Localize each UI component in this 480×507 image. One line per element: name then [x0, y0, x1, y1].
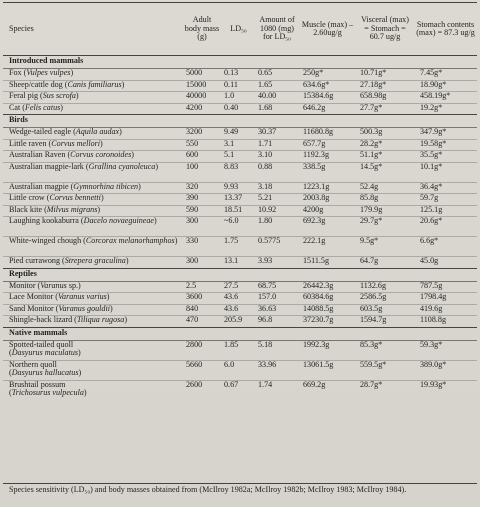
scientific-name: Corvus bennetti: [49, 193, 101, 202]
amount-cell: 5.18: [258, 339, 273, 349]
stomach-cell: 45.0g: [414, 257, 477, 269]
common-name: Feral pig: [9, 91, 38, 100]
species-cell: Australian Raven (Corvus coronoides): [3, 151, 182, 163]
common-name: Lace Monitor: [9, 292, 54, 301]
header-muscle: Muscle (max) – 2.60ug/g: [299, 3, 356, 56]
muscle-cell: 338.5g: [299, 162, 356, 182]
species-cell: Laughing kookaburra (Dacelo novaeguineae): [3, 217, 182, 237]
visceral-cell: 9.5g*: [356, 237, 414, 257]
visceral-cell: 658.98g: [356, 92, 414, 104]
ld50-cell: 9.93: [222, 182, 255, 194]
table-row: [3, 182, 477, 194]
ld50-cell: 1.75: [222, 237, 255, 257]
amount-cell: 3.93: [255, 257, 299, 269]
muscle-cell: 222.1g: [299, 237, 356, 257]
mass-cell: 3600: [182, 293, 222, 305]
stomach-cell: 6.6g*: [414, 237, 477, 257]
stomach-cell: 347.9g*: [420, 127, 447, 136]
visceral-cell: 603.5g: [356, 304, 414, 316]
common-name: Fox: [9, 68, 22, 77]
common-name: Little raven: [9, 138, 47, 148]
amount-cell: 3.10: [255, 151, 299, 163]
amount-cell: 40.00: [255, 92, 299, 104]
stomach-cell: 1108.8g: [414, 316, 477, 328]
table-row: [3, 293, 477, 305]
amount-cell: 1.71: [255, 139, 299, 151]
visceral-cell: 28.2g*: [356, 139, 414, 151]
ld50-cell: 6.0: [222, 360, 255, 380]
species-cell: Fox (Vulpes vulpes): [9, 68, 74, 77]
species-cell: Australian magpie-lark (Grallina cyanoleuca): [3, 162, 182, 182]
table-row: [3, 257, 477, 269]
amount-cell: 0.5775: [255, 237, 299, 257]
ld50-cell: 27.5: [224, 280, 239, 290]
section-title: Native mammals: [3, 327, 477, 340]
header-stomach: Stomach contents (max) = 87.3 ug/g: [414, 3, 477, 56]
common-name: Australian magpie: [9, 181, 69, 191]
scientific-name: Vulpes vulpes: [26, 68, 71, 77]
table-row: [3, 69, 477, 81]
scientific-name: Varanus: [40, 280, 67, 290]
stomach-cell: 787.5g: [420, 280, 443, 290]
table-row: [3, 128, 477, 140]
toxicity-table: [3, 2, 477, 400]
stomach-cell: 35.5g*: [414, 151, 477, 163]
mass-cell: 2.5: [186, 280, 197, 290]
scientific-name: Dacelo novaeguineae: [83, 216, 154, 225]
mass-cell: 320: [182, 182, 222, 194]
table-body: [3, 56, 477, 400]
species-cell: Pied currawong (Strepera graculina): [3, 257, 182, 269]
species-cell: Brushtail possum (Trichosurus vulpecula): [3, 380, 182, 400]
common-name: Laughing kookaburra: [9, 216, 79, 225]
common-name: Wedge-tailed eagle: [9, 127, 72, 136]
table-row: [3, 92, 477, 104]
mass-cell: 300: [182, 257, 222, 269]
amount-cell: 96.8: [255, 316, 299, 328]
ld50-cell: 13.1: [222, 257, 255, 269]
visceral-cell: 27.18g*: [356, 80, 414, 92]
scientific-name: Tiliqua rugosa: [76, 315, 125, 324]
stomach-cell: 7.45g*: [420, 68, 443, 77]
scientific-name: Felis catus: [24, 102, 61, 112]
visceral-cell: 179.9g: [356, 205, 414, 217]
mass-cell: 2600: [182, 380, 222, 400]
species-cell: Little raven (Corvus mellori): [3, 139, 182, 151]
mass-cell: 300: [182, 217, 222, 237]
muscle-cell: 13061.5g: [299, 360, 356, 380]
species-cell: Sheep/cattle dog (Canis familiarus): [3, 80, 182, 92]
ld50-cell: 0.40: [222, 103, 255, 115]
stomach-cell: 36.4g*: [414, 182, 477, 194]
muscle-cell: 646.2g: [299, 103, 356, 115]
common-name: Monitor: [9, 280, 36, 290]
species-cell: Cat (Felis catus): [3, 103, 182, 115]
muscle-cell: 14088.5g: [299, 304, 356, 316]
stomach-cell: 1798.4g: [414, 293, 477, 305]
stomach-cell: 18.90g*: [414, 80, 477, 92]
ld50-cell: 1.0: [222, 92, 255, 104]
common-name: Spotted-tailed quoll: [9, 339, 74, 349]
visceral-cell: 559.5g*: [356, 360, 414, 380]
header-ld50: LD₅₀: [222, 3, 255, 56]
amount-cell: 1.80: [255, 217, 299, 237]
muscle-cell: 669.2g: [299, 380, 356, 400]
mass-cell: 550: [182, 139, 222, 151]
visceral-cell: 64.7g: [356, 257, 414, 269]
header-species: Species: [3, 3, 182, 56]
mass-cell: 4200: [182, 103, 222, 115]
scientific-name: Varanus varius: [58, 292, 107, 301]
visceral-cell: 14.5g*: [356, 162, 414, 182]
amount-cell: 1.65: [255, 80, 299, 92]
section-heading-row: [3, 327, 477, 340]
section-heading-row: [3, 268, 477, 281]
species-cell: Australian magpie (Gymnorhina tibicen): [3, 182, 182, 194]
section-title: Birds: [3, 115, 477, 128]
amount-cell: 157.0: [255, 293, 299, 305]
common-name: Sand Monitor: [9, 303, 54, 313]
stomach-cell: 419.6g: [414, 304, 477, 316]
ld50-cell: 0.67: [222, 380, 255, 400]
visceral-cell: 10.71g*: [360, 68, 387, 77]
muscle-cell: 1992.3g: [303, 339, 330, 349]
stomach-cell: 458.19g*: [414, 92, 477, 104]
mass-cell: 590: [182, 205, 222, 217]
visceral-cell: 2586.5g: [356, 293, 414, 305]
amount-cell: 1.68: [255, 103, 299, 115]
ld50-cell: 5.1: [222, 151, 255, 163]
amount-cell: 30.37: [258, 127, 277, 136]
common-name: Northern quoll: [9, 359, 57, 369]
stomach-cell: 10.1g*: [414, 162, 477, 182]
muscle-cell: 634.6g*: [299, 80, 356, 92]
common-name: White-winged chough: [9, 236, 82, 245]
table-row: [3, 340, 477, 360]
scientific-name: Corcorax melanorhamphos: [85, 236, 175, 245]
muscle-cell: 250g*: [303, 68, 324, 77]
ld50-cell: 43.6: [222, 293, 255, 305]
mass-cell: 5660: [182, 360, 222, 380]
mass-cell: 2800: [186, 339, 203, 349]
table-row: [3, 80, 477, 92]
common-name: Pied currawong: [9, 256, 61, 265]
header-amount: Amount of 1080 (mg) for LD₅₀: [255, 3, 299, 56]
mass-cell: 600: [182, 151, 222, 163]
scientific-name: Milvus migrans: [46, 204, 98, 214]
amount-cell: 10.92: [255, 205, 299, 217]
ld50-cell: 0.13: [224, 68, 239, 77]
header-mass: Adult body mass (g): [182, 3, 222, 56]
visceral-cell: 500.3g: [360, 127, 383, 136]
stomach-cell: 20.6g*: [414, 217, 477, 237]
scientific-name: Aquila audax: [75, 127, 120, 136]
common-name: Australian magpie-lark: [9, 161, 84, 171]
scientific-name: Corvus coronoides: [70, 150, 132, 159]
visceral-cell: 1132.6g: [360, 280, 387, 290]
section-heading-row: [3, 56, 477, 69]
table-row: [3, 103, 477, 115]
ld50-cell: 18.51: [222, 205, 255, 217]
muscle-cell: 60384.6g: [299, 293, 356, 305]
scientific-name: Sus scrofa: [42, 91, 76, 100]
ld50-cell: 0.11: [222, 80, 255, 92]
header-visceral: Visceral (max) = Stomach = 60.7 ug/g: [356, 3, 414, 56]
amount-cell: 36.63: [255, 304, 299, 316]
scientific-name: Dasyurus maculatus: [11, 347, 79, 357]
scientific-name: Dasyurus hallucatus: [11, 367, 79, 377]
amount-cell: 0.88: [255, 162, 299, 182]
muscle-cell: 26442.3g: [303, 280, 334, 290]
muscle-cell: 15384.6g: [299, 92, 356, 104]
scientific-name: Gymnorhina tibicen: [73, 181, 139, 191]
muscle-cell: 11680.8g: [303, 127, 334, 136]
ld50-cell: 3.1: [222, 139, 255, 151]
muscle-cell: 1223.1g: [299, 182, 356, 194]
mass-cell: 15000: [182, 80, 222, 92]
table-row: [3, 281, 477, 293]
mass-cell: 5000: [186, 68, 203, 77]
common-name: Little crow: [9, 193, 45, 202]
species-cell: Shingle-back lizard (Tiliqua rugosa): [3, 316, 182, 328]
stomach-cell: 19.93g*: [414, 380, 477, 400]
mass-cell: 470: [182, 316, 222, 328]
stomach-cell: 389.0g*: [414, 360, 477, 380]
mass-cell: 40000: [182, 92, 222, 104]
mass-cell: 330: [182, 237, 222, 257]
amount-cell: 33.96: [255, 360, 299, 380]
visceral-cell: 51.1g*: [356, 151, 414, 163]
table-row: [3, 151, 477, 163]
scientific-name: Canis familiarus: [67, 79, 122, 89]
amount-cell: 68.75: [258, 280, 277, 290]
visceral-cell: 1594.7g: [356, 316, 414, 328]
mass-cell: 3200: [186, 127, 203, 136]
scientific-name: Varanus gouldii: [58, 303, 110, 313]
species-cell: Little crow (Corvus bennetti): [3, 194, 182, 206]
table-row: [3, 194, 477, 206]
table-row: [3, 237, 477, 257]
mass-cell: 840: [182, 304, 222, 316]
muscle-cell: 4200g: [299, 205, 356, 217]
visceral-cell: 85.8g: [356, 194, 414, 206]
table-row: [3, 304, 477, 316]
visceral-cell: 27.7g*: [356, 103, 414, 115]
header-row: [3, 3, 477, 56]
common-name: Cat: [9, 102, 21, 112]
scientific-name: Grallina cyanoleuca: [88, 161, 156, 171]
amount-cell: 0.65: [258, 68, 273, 77]
species-cell: Northern quoll (Dasyurus hallucatus): [3, 360, 182, 380]
common-name: Black kite: [9, 204, 43, 214]
scientific-name: Strepera graculina: [64, 256, 126, 265]
section-title: Introduced mammals: [3, 56, 477, 69]
visceral-cell: 52.4g: [356, 182, 414, 194]
visceral-cell: 28.7g*: [356, 380, 414, 400]
scientific-name: Trichosurus vulpecula: [11, 387, 84, 397]
scientific-name-suffix: sp.: [66, 280, 79, 290]
table-footnote: Species sensitivity (LD₅₀) and body masses obtained from (McIlroy 1982a; McIlroy 1982b; McIlroy 1983; McIlroy 1984).: [3, 483, 477, 495]
stomach-cell: 59.3g*: [420, 339, 443, 349]
common-name: Shingle-back lizard: [9, 315, 73, 324]
table-row: [3, 360, 477, 380]
section-title: Reptiles: [3, 268, 477, 281]
table-row: [3, 162, 477, 182]
table-row: [3, 139, 477, 151]
species-cell: Feral pig (Sus scrofa): [3, 92, 182, 104]
visceral-cell: 29.7g*: [356, 217, 414, 237]
ld50-cell: 205.9: [222, 316, 255, 328]
ld50-cell: 1.85: [224, 339, 239, 349]
mass-cell: 390: [182, 194, 222, 206]
section-heading-row: [3, 115, 477, 128]
mass-cell: 100: [182, 162, 222, 182]
table-row: [3, 316, 477, 328]
species-cell: Wedge-tailed eagle (Aquila audax): [9, 127, 122, 136]
amount-cell: 3.18: [255, 182, 299, 194]
ld50-cell: 8.83: [222, 162, 255, 182]
muscle-cell: 37230.7g: [299, 316, 356, 328]
muscle-cell: 2003.8g: [299, 194, 356, 206]
amount-cell: 1.74: [255, 380, 299, 400]
muscle-cell: 657.7g: [299, 139, 356, 151]
scientific-name: Corvus mellori: [51, 138, 101, 148]
species-cell: Black kite (Milvus migrans): [3, 205, 182, 217]
stomach-cell: 125.1g: [414, 205, 477, 217]
species-cell: White-winged chough (Corcorax melanorhamphos): [3, 237, 182, 257]
muscle-cell: 1192.3g: [299, 151, 356, 163]
species-cell: Monitor (Varanus sp.): [9, 280, 81, 290]
visceral-cell: 85.3g*: [360, 339, 383, 349]
table-row: [3, 205, 477, 217]
ld50-cell: 9.49: [224, 127, 239, 136]
muscle-cell: 1511.5g: [299, 257, 356, 269]
species-cell: Spotted-tailed quoll (Dasyurus maculatus): [9, 339, 81, 357]
ld50-cell: 43.6: [222, 304, 255, 316]
stomach-cell: 19.2g*: [414, 103, 477, 115]
amount-cell: 5.21: [255, 194, 299, 206]
common-name: Sheep/cattle dog: [9, 79, 63, 89]
table-row: [3, 217, 477, 237]
table-row: [3, 380, 477, 400]
muscle-cell: 692.3g: [299, 217, 356, 237]
common-name: Australian Raven: [9, 150, 66, 159]
common-name: Brushtail possum: [9, 379, 66, 389]
stomach-cell: 59.7g: [414, 194, 477, 206]
ld50-cell: 13.37: [222, 194, 255, 206]
stomach-cell: 19.58g*: [414, 139, 477, 151]
ld50-cell: ~6.0: [222, 217, 255, 237]
species-cell: Sand Monitor (Varanus gouldii): [3, 304, 182, 316]
species-cell: Lace Monitor (Varanus varius): [3, 293, 182, 305]
